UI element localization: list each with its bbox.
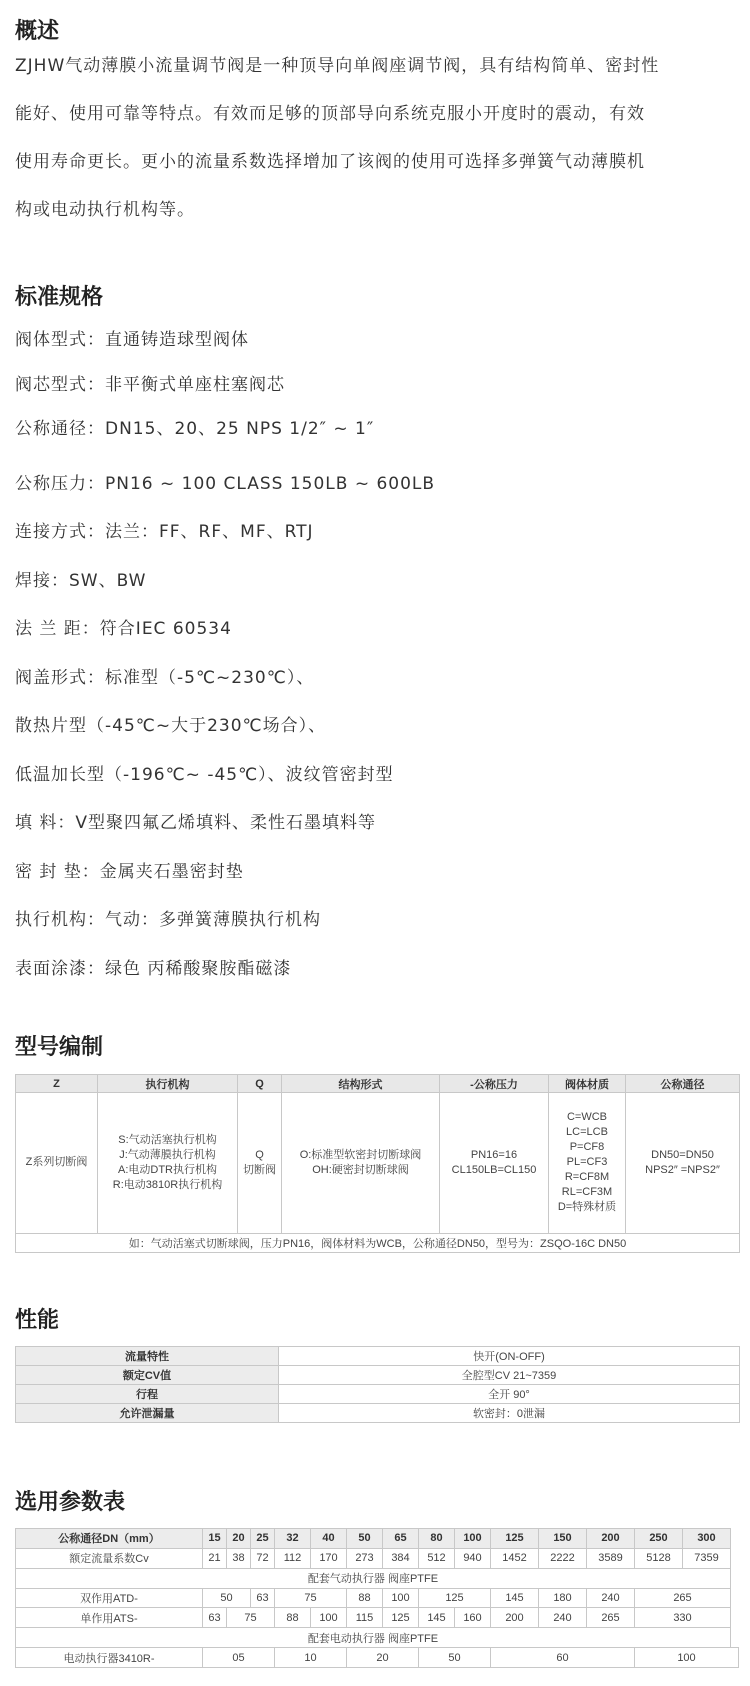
cv-cell: 1452 bbox=[491, 1548, 539, 1568]
spec-item: 表面涂漆：绿色 丙稀酸聚胺酯磁漆 bbox=[15, 959, 292, 979]
cv-cell: 38 bbox=[227, 1548, 251, 1568]
intro-line: 使用寿命更长。更小的流量系数选择增加了该阀的使用可选择多弹簧气动薄膜机 bbox=[15, 152, 645, 172]
ats-cell: 125 bbox=[383, 1608, 419, 1628]
dn-cell: 300 bbox=[683, 1529, 731, 1549]
spec-item: 法 兰 距：符合IEC 60534 bbox=[15, 619, 232, 639]
spec-item: 公称压力：PN16 ~ 100 CLASS 150LB ~ 600LB bbox=[15, 474, 436, 494]
cv-cell: 2222 bbox=[539, 1548, 587, 1568]
model-cell-pressure: PN16=16 CL150LB=CL150 bbox=[440, 1093, 549, 1234]
model-header: Z bbox=[16, 1075, 98, 1093]
intro-line: 构或电动执行机构等。 bbox=[15, 200, 195, 220]
performance-label: 允许泄漏量 bbox=[16, 1404, 279, 1423]
performance-label: 行程 bbox=[16, 1385, 279, 1404]
spec-item: 散热片型（-45℃~大于230℃场合）、 bbox=[15, 716, 327, 736]
model-header: 执行机构 bbox=[98, 1075, 238, 1093]
spec-item: 阀盖形式：标准型（-5℃~230℃）、 bbox=[15, 668, 315, 688]
performance-label: 流量特性 bbox=[16, 1347, 279, 1366]
model-cell-q: Q 切断阀 bbox=[238, 1093, 282, 1234]
dn-cell: 100 bbox=[455, 1529, 491, 1549]
performance-value: 软密封：0泄漏 bbox=[279, 1404, 740, 1423]
section-title-overview: 概述 bbox=[15, 19, 60, 44]
electric-cell: 10 bbox=[275, 1648, 347, 1668]
dn-cell: 80 bbox=[419, 1529, 455, 1549]
model-code-table bbox=[15, 1074, 740, 1253]
atd-cell: 63 bbox=[251, 1588, 275, 1608]
model-example: 如：气动活塞式切断球阀，压力PN16，阀体材料为WCB，公称通径DN50，型号为：ZSQO-16C DN50 bbox=[16, 1233, 740, 1252]
cv-cell: 170 bbox=[311, 1548, 347, 1568]
ats-cell: 115 bbox=[347, 1608, 383, 1628]
cv-cell: 112 bbox=[275, 1548, 311, 1568]
model-cell-material: C=WCB LC=LCB P=CF8 PL=CF3 R=CF8M RL=CF3M D=特殊材质 bbox=[549, 1093, 626, 1234]
model-cell-actuator: S:气动活塞执行机构 J:气动薄膜执行机构 A:电动DTR执行机构 R:电动3810R执行机构 bbox=[98, 1093, 238, 1234]
electric-cell: 50 bbox=[419, 1648, 491, 1668]
cv-cell: 21 bbox=[203, 1548, 227, 1568]
dn-cell: 65 bbox=[383, 1529, 419, 1549]
ats-cell: 330 bbox=[635, 1608, 731, 1628]
performance-label: 额定CV值 bbox=[16, 1366, 279, 1385]
dn-label: 公称通径DN（mm） bbox=[16, 1529, 203, 1549]
intro-paragraph bbox=[15, 42, 740, 234]
cv-cell: 5128 bbox=[635, 1548, 683, 1568]
ats-cell: 200 bbox=[491, 1608, 539, 1628]
dn-cell: 200 bbox=[587, 1529, 635, 1549]
ats-cell: 265 bbox=[587, 1608, 635, 1628]
section-title-standard: 标准规格 bbox=[15, 285, 104, 310]
spec-item: 阀芯型式：非平衡式单座柱塞阀芯 bbox=[15, 375, 285, 395]
spec-item: 焊接：SW、BW bbox=[15, 571, 147, 591]
ats-cell: 240 bbox=[539, 1608, 587, 1628]
performance-value: 全开 90° bbox=[279, 1385, 740, 1404]
ats-cell: 63 bbox=[203, 1608, 227, 1628]
dn-cell: 15 bbox=[203, 1529, 227, 1549]
atd-label: 双作用ATD- bbox=[16, 1588, 203, 1608]
model-header: 公称通径 bbox=[626, 1075, 740, 1093]
dn-cell: 20 bbox=[227, 1529, 251, 1549]
performance-table bbox=[15, 1346, 740, 1423]
atd-cell: 240 bbox=[587, 1588, 635, 1608]
model-cell-structure: O:标准型软密封切断球阀 OH:硬密封切断球阀 bbox=[282, 1093, 440, 1234]
ats-cell: 75 bbox=[227, 1608, 275, 1628]
cv-cell: 273 bbox=[347, 1548, 383, 1568]
model-cell-dn: DN50=DN50 NPS2″ =NPS2″ bbox=[626, 1093, 740, 1234]
spec-item: 密 封 垫：金属夹石墨密封垫 bbox=[15, 862, 244, 882]
ats-cell: 88 bbox=[275, 1608, 311, 1628]
model-header: Q bbox=[238, 1075, 282, 1093]
dn-cell: 250 bbox=[635, 1529, 683, 1549]
model-header: -公称压力 bbox=[440, 1075, 549, 1093]
electric-cell: 20 bbox=[347, 1648, 419, 1668]
cv-cell: 940 bbox=[455, 1548, 491, 1568]
electric-cell: 60 bbox=[491, 1648, 635, 1668]
spec-item: 低温加长型（-196℃~ -45℃）、波纹管密封型 bbox=[15, 765, 394, 785]
ats-cell: 160 bbox=[455, 1608, 491, 1628]
pneumatic-header: 配套气动执行器 阀座PTFE bbox=[16, 1568, 731, 1588]
cv-label: 额定流量系数Cv bbox=[16, 1548, 203, 1568]
electric-cell: 05 bbox=[203, 1648, 275, 1668]
selection-table bbox=[15, 1528, 739, 1668]
spec-item: 阀体型式：直通铸造球型阀体 bbox=[15, 330, 249, 350]
section-title-performance: 性能 bbox=[15, 1308, 60, 1333]
performance-value: 快开(ON-OFF) bbox=[279, 1347, 740, 1366]
intro-line: 能好、使用可靠等特点。有效而足够的顶部导向系统克服小开度时的震动，有效 bbox=[15, 104, 645, 124]
atd-cell: 145 bbox=[491, 1588, 539, 1608]
model-cell-z: Z系列切断阀 bbox=[16, 1093, 98, 1234]
electric-label: 电动执行器3410R- bbox=[16, 1648, 203, 1668]
performance-value: 全腔型CV 21~7359 bbox=[279, 1366, 740, 1385]
atd-cell: 50 bbox=[203, 1588, 251, 1608]
intro-line: ZJHW气动薄膜小流量调节阀是一种顶导向单阀座调节阀，具有结构简单、密封性 bbox=[15, 56, 660, 76]
spec-item: 执行机构：气动：多弹簧薄膜执行机构 bbox=[15, 910, 321, 930]
atd-cell: 75 bbox=[275, 1588, 347, 1608]
dn-cell: 32 bbox=[275, 1529, 311, 1549]
atd-cell: 180 bbox=[539, 1588, 587, 1608]
section-title-selection: 选用参数表 bbox=[15, 1490, 126, 1515]
atd-cell: 125 bbox=[419, 1588, 491, 1608]
dn-cell: 50 bbox=[347, 1529, 383, 1549]
dn-cell: 25 bbox=[251, 1529, 275, 1549]
cv-cell: 72 bbox=[251, 1548, 275, 1568]
section-title-model: 型号编制 bbox=[15, 1035, 104, 1060]
atd-cell: 265 bbox=[635, 1588, 731, 1608]
ats-label: 单作用ATS- bbox=[16, 1608, 203, 1628]
atd-cell: 88 bbox=[347, 1588, 383, 1608]
model-header: 阀体材质 bbox=[549, 1075, 626, 1093]
cv-cell: 512 bbox=[419, 1548, 455, 1568]
model-header: 结构形式 bbox=[282, 1075, 440, 1093]
cv-cell: 384 bbox=[383, 1548, 419, 1568]
dn-cell: 40 bbox=[311, 1529, 347, 1549]
cv-cell: 7359 bbox=[683, 1548, 731, 1568]
spec-item: 填 料：V型聚四氟乙烯填料、柔性石墨填料等 bbox=[15, 813, 377, 833]
atd-cell: 100 bbox=[383, 1588, 419, 1608]
electric-cell: 100 bbox=[635, 1648, 739, 1668]
dn-cell: 150 bbox=[539, 1529, 587, 1549]
spec-item: 连接方式：法兰：FF、RF、MF、RTJ bbox=[15, 522, 314, 542]
dn-cell: 125 bbox=[491, 1529, 539, 1549]
electric-header: 配套电动执行器 阀座PTFE bbox=[16, 1628, 731, 1648]
spec-item: 公称通径：DN15、20、25 NPS 1/2″ ~ 1″ bbox=[15, 419, 375, 439]
ats-cell: 145 bbox=[419, 1608, 455, 1628]
cv-cell: 3589 bbox=[587, 1548, 635, 1568]
ats-cell: 100 bbox=[311, 1608, 347, 1628]
